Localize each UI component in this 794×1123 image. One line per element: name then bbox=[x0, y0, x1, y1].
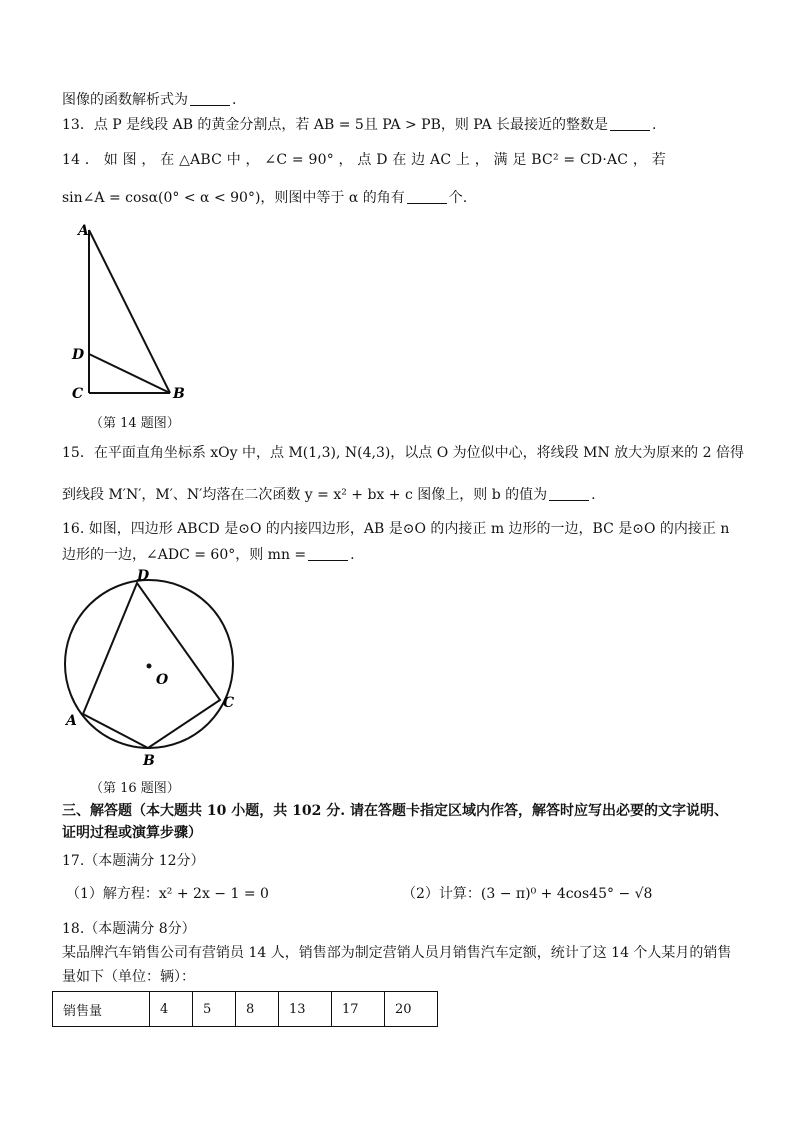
table-cell: 17 bbox=[332, 992, 385, 1027]
side-ab bbox=[89, 230, 170, 393]
q14-triangle-figure bbox=[62, 218, 202, 403]
label-b: B bbox=[173, 386, 185, 402]
table-cell: 5 bbox=[193, 992, 236, 1027]
label-a: A bbox=[78, 223, 89, 239]
label-d: D bbox=[72, 347, 85, 363]
sales-table bbox=[52, 991, 438, 1027]
label-a: A bbox=[66, 713, 77, 729]
answer-blank[interactable] bbox=[190, 91, 230, 106]
label-c: C bbox=[223, 695, 235, 711]
question-15-line2: 到线段 M′N′，M′、N′均落在二次函数 y = x² + bx + c 图像上，则 b 的值为 . bbox=[62, 487, 596, 503]
question-13: 13．点 P 是线段 AB 的黄金分割点，若 AB = 5且 PA > PB，则 PA 长最接近的整数是 . bbox=[62, 117, 657, 133]
table-cell: 13 bbox=[279, 992, 332, 1027]
question-17-title: 17.（本题满分 12分） bbox=[62, 853, 205, 869]
question-16-line2: 边形的一边，∠ADC = 60°，则 mn = . bbox=[62, 547, 355, 563]
table-cell: 4 bbox=[150, 992, 193, 1027]
segment-db bbox=[89, 354, 170, 393]
table-cell: 20 bbox=[385, 992, 438, 1027]
answer-blank[interactable] bbox=[407, 189, 447, 204]
answer-blank[interactable] bbox=[308, 546, 348, 561]
question-14-line2: sin∠A = cosα(0° < α < 90°)，则图中等于 α 的角有 个. bbox=[62, 190, 468, 206]
answer-blank[interactable] bbox=[610, 116, 650, 131]
label-d: D bbox=[137, 568, 150, 584]
q16-circle-figure bbox=[60, 568, 250, 773]
label-b: B bbox=[143, 753, 155, 769]
table-header-cell: 销售量 bbox=[53, 992, 150, 1027]
answer-blank[interactable] bbox=[549, 486, 589, 501]
question-15-line1: 15．在平面直角坐标系 xOy 中，点 M(1,3), N(4,3)，以点 O 为位似中心，将线段 MN 放大为原来的 2 倍得 bbox=[62, 445, 744, 461]
question-18-title: 18.（本题满分 8分） bbox=[62, 921, 196, 937]
quadrilateral-abcd bbox=[83, 583, 220, 748]
label-o: O bbox=[156, 672, 169, 688]
table-row bbox=[53, 992, 438, 1027]
q12-tail: 图像的函数解析式为 . bbox=[62, 92, 237, 108]
label-c: C bbox=[72, 386, 84, 402]
q16-caption: （第 16 题图） bbox=[90, 781, 180, 796]
table-cell: 8 bbox=[236, 992, 279, 1027]
question-17-part1: （1）解方程：x² + 2x − 1 = 0 bbox=[66, 886, 269, 902]
question-14-line1: 14 ． 如 图 ， 在 △ABC 中 ， ∠C = 90° ， 点 D 在 边 AC 上 ， 满 足 BC² = CD·AC ， 若 bbox=[62, 152, 666, 168]
question-18-text: 某品牌汽车销售公司有营销员 14 人，销售部为制定营销人员月销售汽车定额，统计了这 14 个人某月的销售量如下（单位：辆）： bbox=[62, 945, 732, 985]
section-3-heading: 三、解答题（本大题共 10 小题，共 102 分. 请在答题卡指定区域内作答，解答时应写出必要的文字说明、证明过程或演算步骤） bbox=[62, 803, 728, 841]
q14-caption: （第 14 题图） bbox=[90, 416, 180, 431]
question-16-line1: 16. 如图，四边形 ABCD 是⊙O 的内接四边形，AB 是⊙O 的内接正 m 边形的一边，BC 是⊙O 的内接正 n bbox=[62, 521, 730, 537]
center-point bbox=[147, 664, 152, 669]
question-17-part2: （2）计算：(3 − π)⁰ + 4cos45° − √8 bbox=[402, 886, 653, 902]
